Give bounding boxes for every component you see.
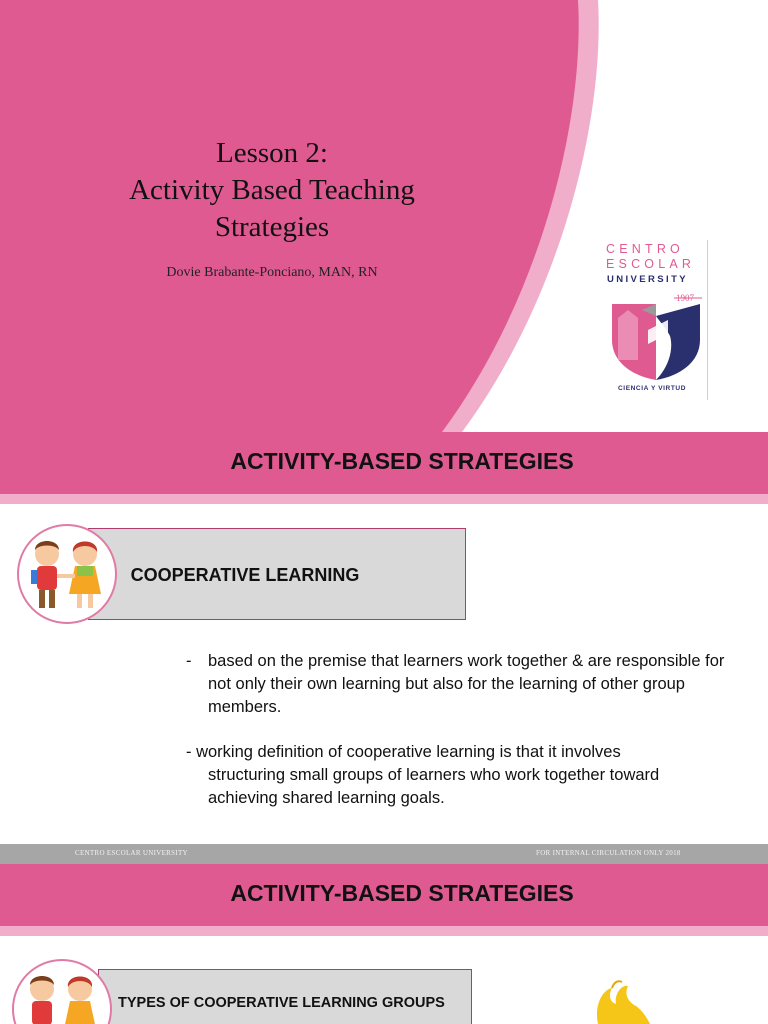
bullet-definition-rest: structuring small groups of learners who work together toward achieving shared learning goals.	[208, 766, 660, 807]
bullet-definition	[186, 741, 726, 807]
bullet-premise-text: based on the premise that learners work together & are responsible for not only their own learning but also for the learning of other group members.	[208, 652, 725, 716]
lesson-title-line2: Activity Based Teaching	[129, 174, 415, 206]
author-name: Dovie Brabante-Ponciano, MAN, RN	[166, 265, 378, 280]
bullet-dash: -	[186, 652, 192, 670]
title-slide	[0, 0, 768, 432]
logo-text-escolar: ESCOLAR	[606, 257, 696, 271]
logo-motto: CIENCIA Y VIRTUD	[618, 385, 686, 392]
topic-label: TYPES OF COOPERATIVE LEARNING GROUPS	[118, 995, 445, 1011]
logo-text-university: UNIVERSITY	[607, 274, 689, 285]
kids-illustration	[12, 959, 112, 1024]
types-of-groups-slide	[0, 864, 768, 1024]
children-holding-hands-icon	[19, 526, 115, 622]
slide-header: ACTIVITY-BASED STRATEGIES	[230, 880, 574, 906]
children-holding-hands-icon	[14, 961, 110, 1024]
logo-text-centro: CENTRO	[606, 242, 684, 256]
bullet-definition-first-line: - working definition of cooperative learning is that it involves	[186, 743, 621, 761]
topic-label: COOPERATIVE LEARNING	[130, 565, 360, 585]
logo-year: 1907	[676, 293, 694, 303]
slide-header: ACTIVITY-BASED STRATEGIES	[230, 448, 574, 474]
lesson-title-line3: Strategies	[214, 211, 330, 243]
lesson-title	[60, 135, 484, 246]
yellow-bird-icon	[588, 976, 668, 1024]
header-accent-line	[0, 494, 768, 504]
logo-divider	[707, 240, 708, 400]
university-shield-icon	[608, 290, 704, 382]
kids-illustration	[17, 524, 117, 624]
lesson-title-line1: Lesson 2:	[216, 137, 328, 169]
header-accent-line	[0, 926, 768, 936]
cooperative-learning-slide	[0, 432, 768, 864]
footer-left-text: CENTRO ESCOLAR UNIVERSITY	[75, 849, 188, 857]
footer-right-text: FOR INTERNAL CIRCULATION ONLY 2018	[536, 849, 681, 857]
